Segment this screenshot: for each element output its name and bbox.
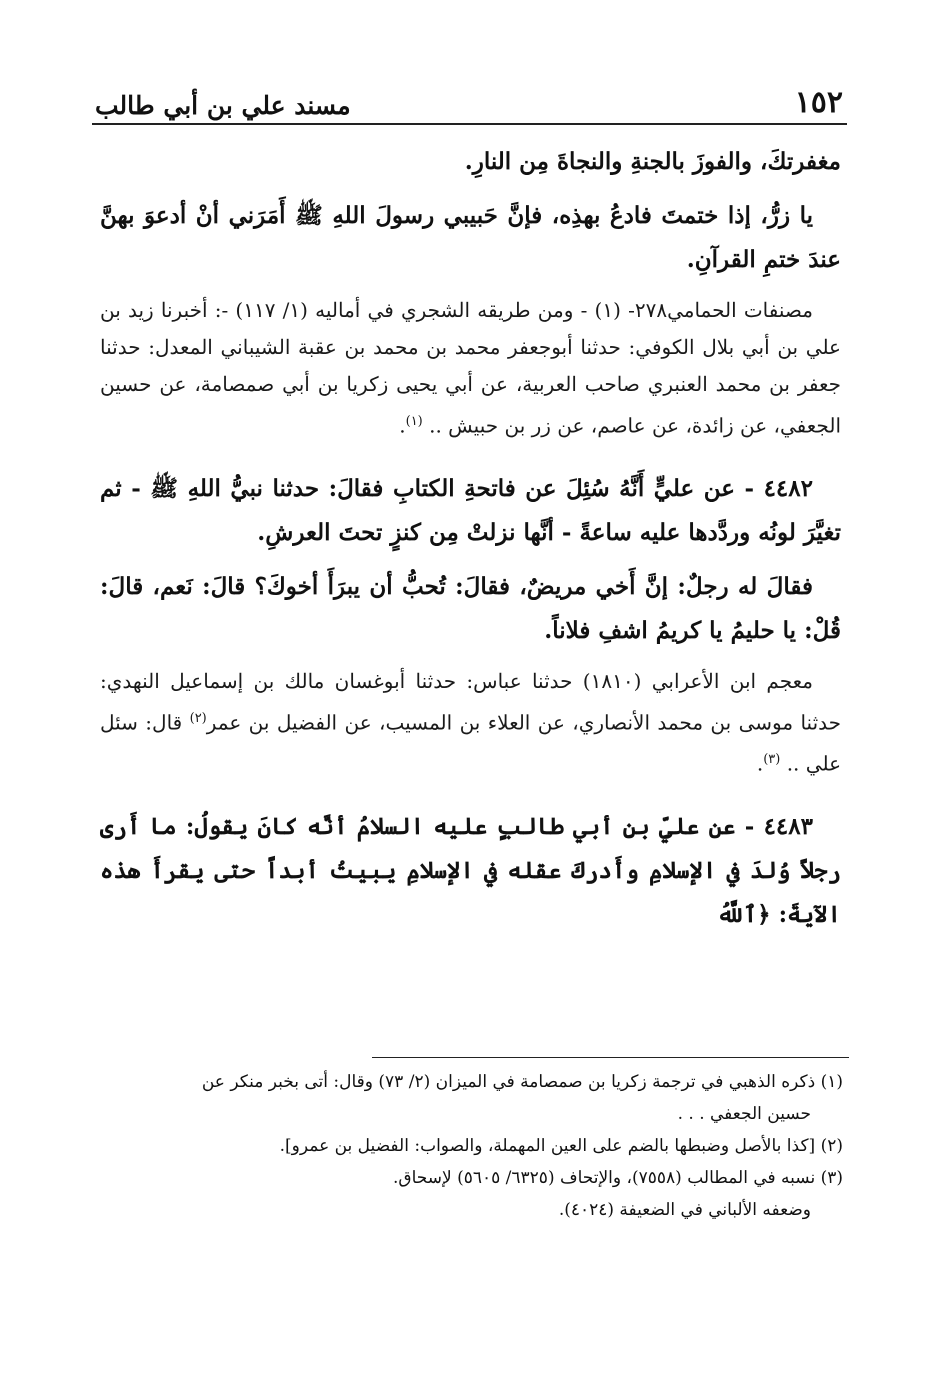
footnote-ref-3[interactable]: (٣) [763,752,781,768]
running-title: مسند علي بن أبي طالب [95,91,351,120]
footnote-3: (٣) نسبه في المطالب (٧٥٥٨)، والإتحاف (٦٣٢٥/ ٥٦٠٥) لإسحاق. [393,1168,843,1188]
footnote-3-continued: وضعفه الألباني في الضعيفة (٤٠٢٤). [558,1200,811,1220]
source-text: قال: سئل علي .. [100,710,841,776]
footnote-ref-1[interactable]: (١) [405,414,423,429]
footnote-1: (١) ذكره الذهبي في ترجمة زكريا بن صمصامة في الميزان (٢/ ٧٣) وقال: أتى بخبر منكر عن [201,1072,843,1092]
source-citation: مصنفات الحمامي٢٧٨- (١) - ومن طريقه الشجري في أماليه (١/ ١١٧) -: أخبرنا زيد بن علي بن أبي بلال الكوفي: حدثنا أبوجعفر محمد بن محمد بن عقبة الشيباني المعدل: حدثنا جعفر بن محمد العنبري صاحب العربية، عن أبي يحيى زكريا بن أبي صمصامة، عن حسين الجعفي، عن زائدة، عن عاصم، عن زر بن حبيش .. $^{(١)}$. [100,298,841,438]
main-text [100,140,841,947]
footnote-rule [372,1057,849,1058]
footnote-2: (٢) [كذا بالأصل وضبطها بالضم على العين المهملة، والصواب: الفضيل بن عمرو]. [279,1136,843,1156]
hadith-paragraph: فقالَ له رجلٌ: إنَّ أَخي مريضٌ، فقالَ: تُحبُّ أن يبرَأَ أخوكَ؟ قالَ: نَعم، قالَ: قُلْ: يا حليمُ يا كريمُ اشفِ فلاناً. [100,572,841,644]
hadith-4482: ٤٤٨٢ - عن عليٍّ أَنَّهُ سُئِلَ عن فاتحةِ الكتابِ فقالَ: حدثنا نبيُّ اللهِ ﷺ - ثم تغيَّرَ لونُه وردَّدها عليه ساعةً - أنَّها نزلتْ مِن كنزٍ تحتَ العرشِ. [100,474,841,546]
hadith-paragraph: يا زرُّ، إذا ختمتَ فادعُ بهذِه، فإنَّ حَبيبي رسولَ اللهِ ﷺ أَمَرَني أنْ أدعوَ بهنَّ عندَ ختمِ القرآنِ. [100,202,841,273]
hadith-continuation: مغفرتكَ، والفوزَ بالجنةِ والنجاةَ مِن النارِ. [464,148,841,175]
footnote-ref-2[interactable]: (٢) [189,710,207,726]
footnote-1-continued: حسين الجعفي . . . [677,1104,811,1124]
source-citation: معجم ابن الأعرابي (١٨١٠) حدثنا عباس: حدثنا أبوغسان مالك بن إسماعيل النهدي: حدثنا موسى بن محمد الأنصاري، عن العلاء بن المسيب، عن الفضيل بن عمر$^{(٢)}$ قال: سئل علي .. $^{(٣)}$. [100,668,841,776]
page-number: ١٥٢ [794,85,843,120]
hadith-4483: ٤٤٨٣ - عن عليِّ بنِ أبي طالبٍ عليه السلامُ أنَّه كانَ يقولُ: ما أَرى رجلاً وُلدَ في الإسلامِ وأَدركَ عقله في الإسلامِ يبيتُ أبداً حتى يقرأَ هذه الآيةَ: ﴿ٱللَّهُ [100,812,841,928]
footnotes [100,1066,843,1226]
page-header [95,80,843,118]
source-text: معجم ابن الأعرابي (١٨١٠) حدثنا عباس: حدثنا أبوغسان مالك بن إسماعيل النهدي: حدثنا موسى بن محمد الأنصاري، عن العلاء بن المسيب، عن الفضيل بن عمر [100,668,841,735]
source-text: مصنفات الحمامي٢٧٨- (١) - ومن طريقه الشجري في أماليه (١/ ١١٧) -: أخبرنا زيد بن علي بن أبي بلال الكوفي: حدثنا أبوجعفر محمد بن محمد بن عقبة الشيباني المعدل: حدثنا جعفر بن محمد العنبري صاحب العربية، عن أبي يحيى زكريا بن أبي صمصامة، عن حسين الجعفي، عن زائدة، عن عاصم، عن زر بن حبيش .. [100,298,841,438]
header-rule [92,123,847,125]
